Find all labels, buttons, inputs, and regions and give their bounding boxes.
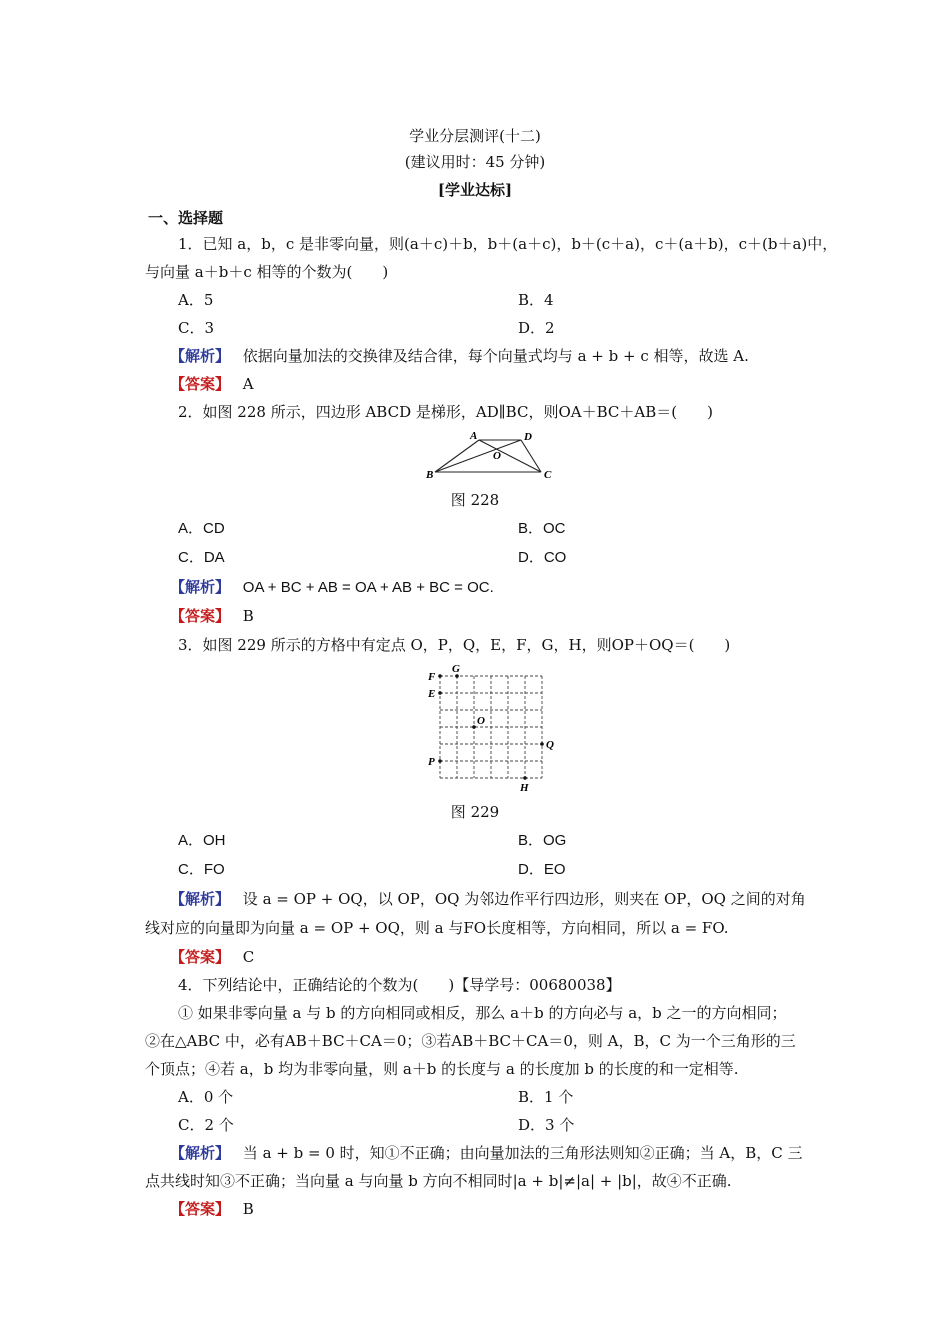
q4-answer (170, 1199, 254, 1219)
answer-label: 【答案】 (170, 1200, 231, 1218)
label-o: O (493, 450, 501, 462)
figure-229 (420, 660, 565, 796)
point-o (472, 725, 476, 729)
label-a: A (470, 430, 478, 442)
q4-stem: 4．下列结论中，正确结论的个数为( )【导学号：00680038】 (178, 976, 621, 994)
q2-option-d: D．CO (518, 549, 567, 566)
q1-answer-text: A (242, 375, 254, 393)
section-title: [学业达标] (437, 181, 513, 199)
part-heading: 一、选择题 (148, 209, 224, 227)
q4-body-line1: ① 如果非零向量 a 与 b 的方向相同或相反，那么 a＋b 的方向必与 a，b 之一的方向相同； (178, 1004, 787, 1022)
q1-option-a: A．5 (178, 291, 214, 309)
q3-analysis-line2: 线对应的向量即为向量 a = OP + OQ，则 a 与FO长度相等，方向相同，所以 a = FO. (145, 919, 729, 937)
figure-229-caption: 图 229 (450, 803, 500, 821)
q4-option-d: D．3 个 (518, 1116, 575, 1134)
q1-option-d: D．2 (518, 319, 555, 337)
q2-analysis (170, 577, 494, 598)
side-ab (435, 440, 479, 472)
q4-option-a: A．0 个 (178, 1088, 234, 1106)
answer-label: 【答案】 (170, 375, 231, 393)
q1-analysis (170, 346, 749, 366)
diagonal-ac (479, 440, 541, 472)
q4-option-c: C．2 个 (178, 1116, 234, 1134)
label-c: C (544, 469, 552, 481)
q1-option-b: B．4 (518, 291, 554, 309)
q4-analysis-line2: 点共线时知③不正确；当向量 a 与向量 b 方向不相同时|a + b|≠|a| + |b|，故④不正确. (145, 1172, 732, 1190)
point-h (523, 776, 527, 780)
answer-label: 【答案】 (170, 948, 231, 966)
figure-228 (420, 428, 560, 482)
point-q (540, 742, 544, 746)
q2-option-a: A．CD (178, 520, 225, 537)
q1-stem-line2: 与向量 a＋b＋c 相等的个数为( ) (145, 263, 389, 281)
point-e (438, 691, 442, 695)
q3-stem: 3．如图 229 所示的方格中有定点 O，P，Q，E，F，G，H，则OP＋OQ＝( ) (178, 636, 731, 654)
q4-analysis-line1 (170, 1143, 803, 1163)
page-title: 学业分层测评(十二) (409, 127, 541, 145)
q3-option-c: C．FO (178, 861, 225, 878)
q2-stem: 2．如图 228 所示，四边形 ABCD 是梯形，AD∥BC，则OA＋BC＋AB＝( ) (178, 403, 713, 421)
analysis-label: 【解析】 (170, 890, 231, 908)
q1-option-c: C．3 (178, 319, 215, 337)
q2-answer-text: B (242, 607, 254, 625)
label-f: F (428, 671, 436, 683)
analysis-label: 【解析】 (170, 347, 231, 365)
q1-answer (170, 374, 254, 394)
analysis-label: 【解析】 (170, 578, 231, 596)
label-p: P (428, 756, 435, 768)
label-h: H (520, 782, 529, 794)
q3-analysis-text-1: 设 a = OP + OQ，以 OP，OQ 为邻边作平行四边形，则夹在 OP，OQ 之间的对角 (242, 890, 806, 908)
q4-body-line2: ②在△ABC 中，必有AB＋BC＋CA＝0；③若AB＋BC＋CA＝0，则 A，B，C 为一个三角形的三 (145, 1032, 796, 1050)
diagonal-bd (435, 440, 521, 472)
answer-label: 【答案】 (170, 607, 231, 625)
q3-answer-text: C (242, 948, 255, 966)
q4-analysis-text-1: 当 a + b = 0 时，知①不正确；由向量加法的三角形法则知②正确；当 A，B，C 三 (242, 1144, 803, 1162)
label-e: E (428, 688, 436, 700)
q4-option-b: B．1 个 (518, 1088, 574, 1106)
grid-lines (440, 676, 542, 778)
q2-option-b: B．OC (518, 520, 566, 537)
point-p (438, 759, 442, 763)
q2-analysis-text: OA + BC + AB = OA + AB + BC = OC. (242, 579, 494, 596)
q3-analysis-line1 (170, 889, 806, 909)
q1-stem-line1: 1．已知 a，b，c 是非零向量，则(a＋c)＋b，b＋(a＋c)，b＋(c＋a)，c＋(a＋b)，c＋(b＋a)中， (178, 235, 838, 253)
label-q: Q (546, 739, 554, 751)
analysis-label: 【解析】 (170, 1144, 231, 1162)
q4-answer-text: B (242, 1200, 254, 1218)
q3-option-b: B．OG (518, 832, 567, 849)
q4-body-line3: 个顶点；④若 a，b 均为非零向量，则 a＋b 的长度与 a 的长度加 b 的长度的和一定相等. (145, 1060, 739, 1078)
q3-answer (170, 947, 254, 967)
q2-answer (170, 606, 254, 626)
label-d: D (524, 431, 532, 443)
q2-option-c: C．DA (178, 549, 225, 566)
suggested-time: (建议用时：45 分钟) (404, 153, 546, 171)
label-b: B (426, 469, 434, 481)
q3-option-d: D．EO (518, 861, 566, 878)
figure-228-caption: 图 228 (450, 491, 500, 509)
q3-option-a: A．OH (178, 832, 226, 849)
point-f (438, 674, 442, 678)
label-g: G (452, 663, 460, 675)
label-o: O (477, 715, 485, 727)
q1-analysis-text: 依据向量加法的交换律及结合律，每个向量式均与 a + b + c 相等，故选 A. (242, 347, 749, 365)
